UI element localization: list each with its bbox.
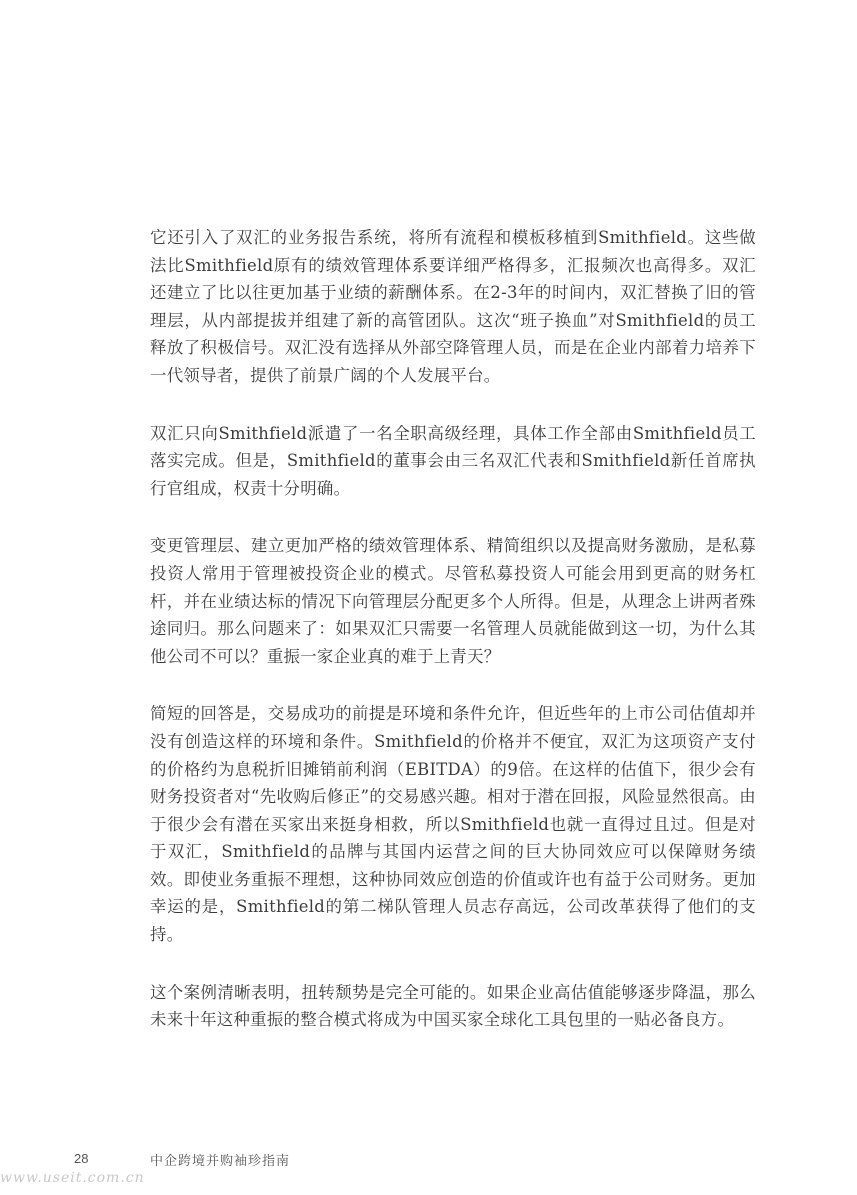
paragraph: 简短的回答是，交易成功的前提是环境和条件允许，但近些年的上市公司估值却并没有创造这样的环境和条件。Smithfield的价格并不便宜，双汇为这项资产支付的价格约为息税折旧摊销前利润（EBITDA）的9倍。在这样的估值下，很少会有财务投资者对“先收购后修正”的交易感兴趣。相对于潜在回报，风险显然很高。由于很少会有潜在买家出来挺身相救，所以Smithfield也就一直得过且过。但是对于双汇，Smithfield的品牌与其国内运营之间的巨大协同效应可以保障财务绩效。即使业务重振不理想，这种协同效应创造的价值或许也有益于公司财务。更加幸运的是，Smithfield的第二梯队管理人员志存高远，公司改革获得了他们的支持。 (150, 704, 756, 945)
watermark-text: www.useit.com.cn (0, 1170, 145, 1186)
paragraph: 它还引入了双汇的业务报告系统，将所有流程和模板移植到Smithfield。这些做法比Smithfield原有的绩效管理体系要详细严格得多，汇报频次也高得多。双汇还建立了比以往更加基于业绩的薪酬体系。在2-3年的时间内，双汇替换了旧的管理层，从内部提拔并组建了新的高管团队。这次“班子换血”对Smithfield的员工释放了积极信号。双汇没有选择从外部空降管理人员，而是在企业内部着力培养下一代领导者，提供了前景广阔的个人发展平台。 (150, 228, 756, 385)
page-number: 28 (74, 1151, 89, 1166)
paragraph: 这个案例清晰表明，扭转颓势是完全可能的。如果企业高估值能够逐步降温，那么未来十年这种重振的整合模式将成为中国买家全球化工具包里的一贴必备良方。 (150, 982, 756, 1030)
paragraph: 双汇只向Smithfield派遣了一名全职高级经理，具体工作全部由Smithfield员工落实完成。但是，Smithfield的董事会由三名双汇代表和Smithfield新任首席执行官组成，权责十分明确。 (150, 423, 756, 498)
body-text (150, 224, 756, 1064)
paragraph: 变更管理层、建立更加严格的绩效管理体系、精简组织以及提高财务激励，是私募投资人常用于管理被投资企业的模式。尽管私募投资人可能会用到更高的财务杠杆，并在业绩达标的情况下向管理层分配更多个人所得。但是，从理念上讲两者殊途同归。那么问题来了：如果双汇只需要一名管理人员就能做到这一切，为什么其他公司不可以？重振一家企业真的难于上青天？ (150, 536, 756, 666)
running-footer-title: 中企跨境并购袖珍指南 (150, 1154, 291, 1169)
